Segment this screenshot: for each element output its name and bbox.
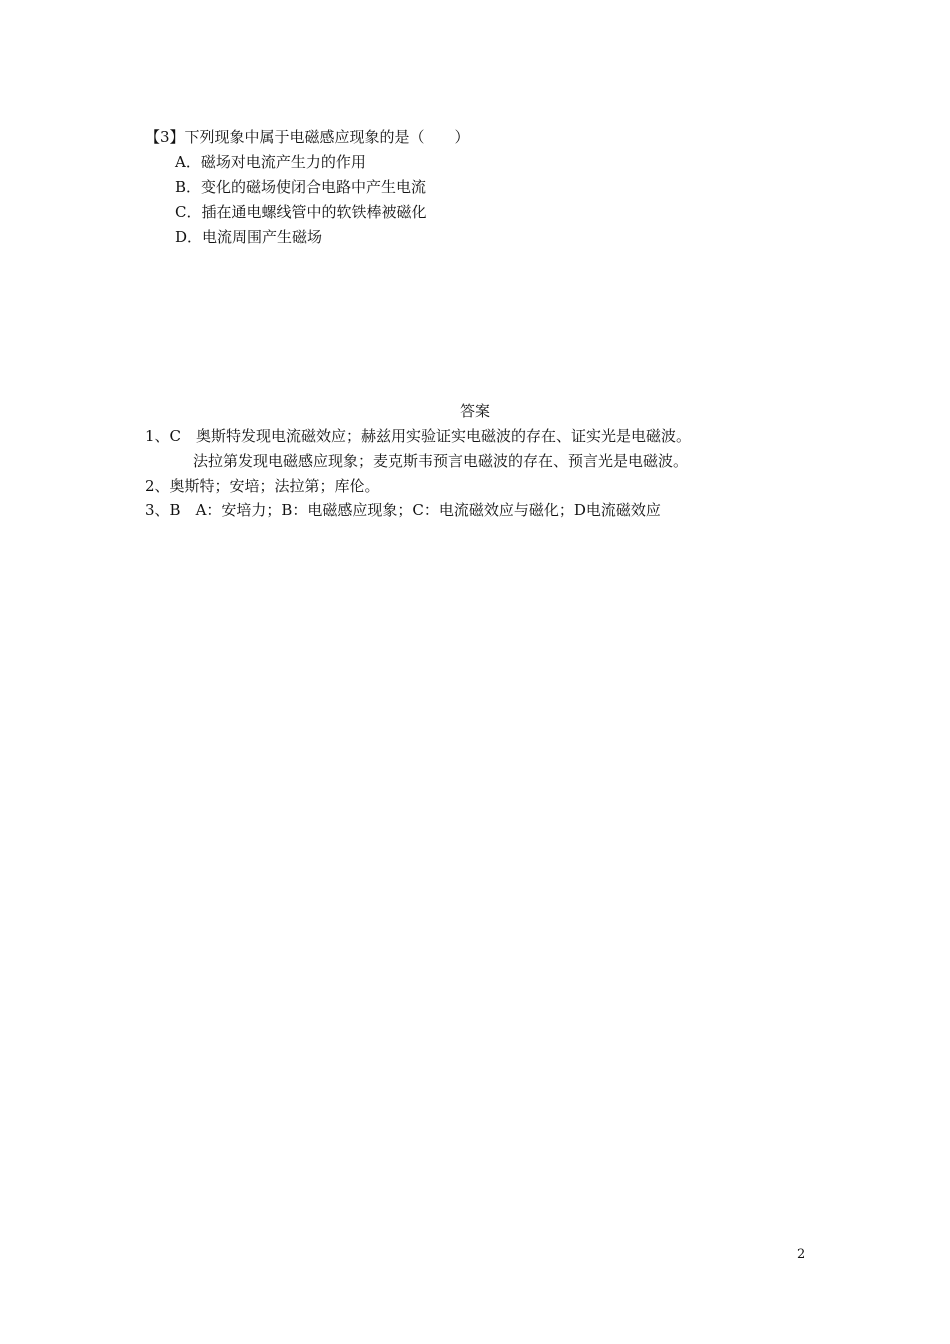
- answer-line-1-continued: 法拉第发现电磁感应现象；麦克斯韦预言电磁波的存在、预言光是电磁波。: [193, 452, 689, 470]
- answers-title: 答案: [459, 402, 490, 420]
- answer-line-1: 1、C 奥斯特发现电流磁效应；赫兹用实验证实电磁波的存在、证实光是电磁波。: [145, 427, 692, 445]
- option-d: D．电流周围产生磁场: [175, 228, 323, 246]
- option-b: B．变化的磁场使闭合电路中产生电流: [175, 178, 427, 196]
- answer-line-2: 2、奥斯特；安培；法拉第；库伦。: [145, 477, 380, 495]
- option-a: A．磁场对电流产生力的作用: [175, 153, 366, 171]
- page-number: 2: [797, 1247, 806, 1262]
- answer-line-3: 3、B A：安培力；B：电磁感应现象；C：电流磁效应与磁化；D电流磁效应: [145, 501, 661, 519]
- question-text: 【3】下列现象中属于电磁感应现象的是（ ）: [145, 128, 470, 146]
- option-c: C．插在通电螺线管中的软铁棒被磁化: [175, 203, 427, 221]
